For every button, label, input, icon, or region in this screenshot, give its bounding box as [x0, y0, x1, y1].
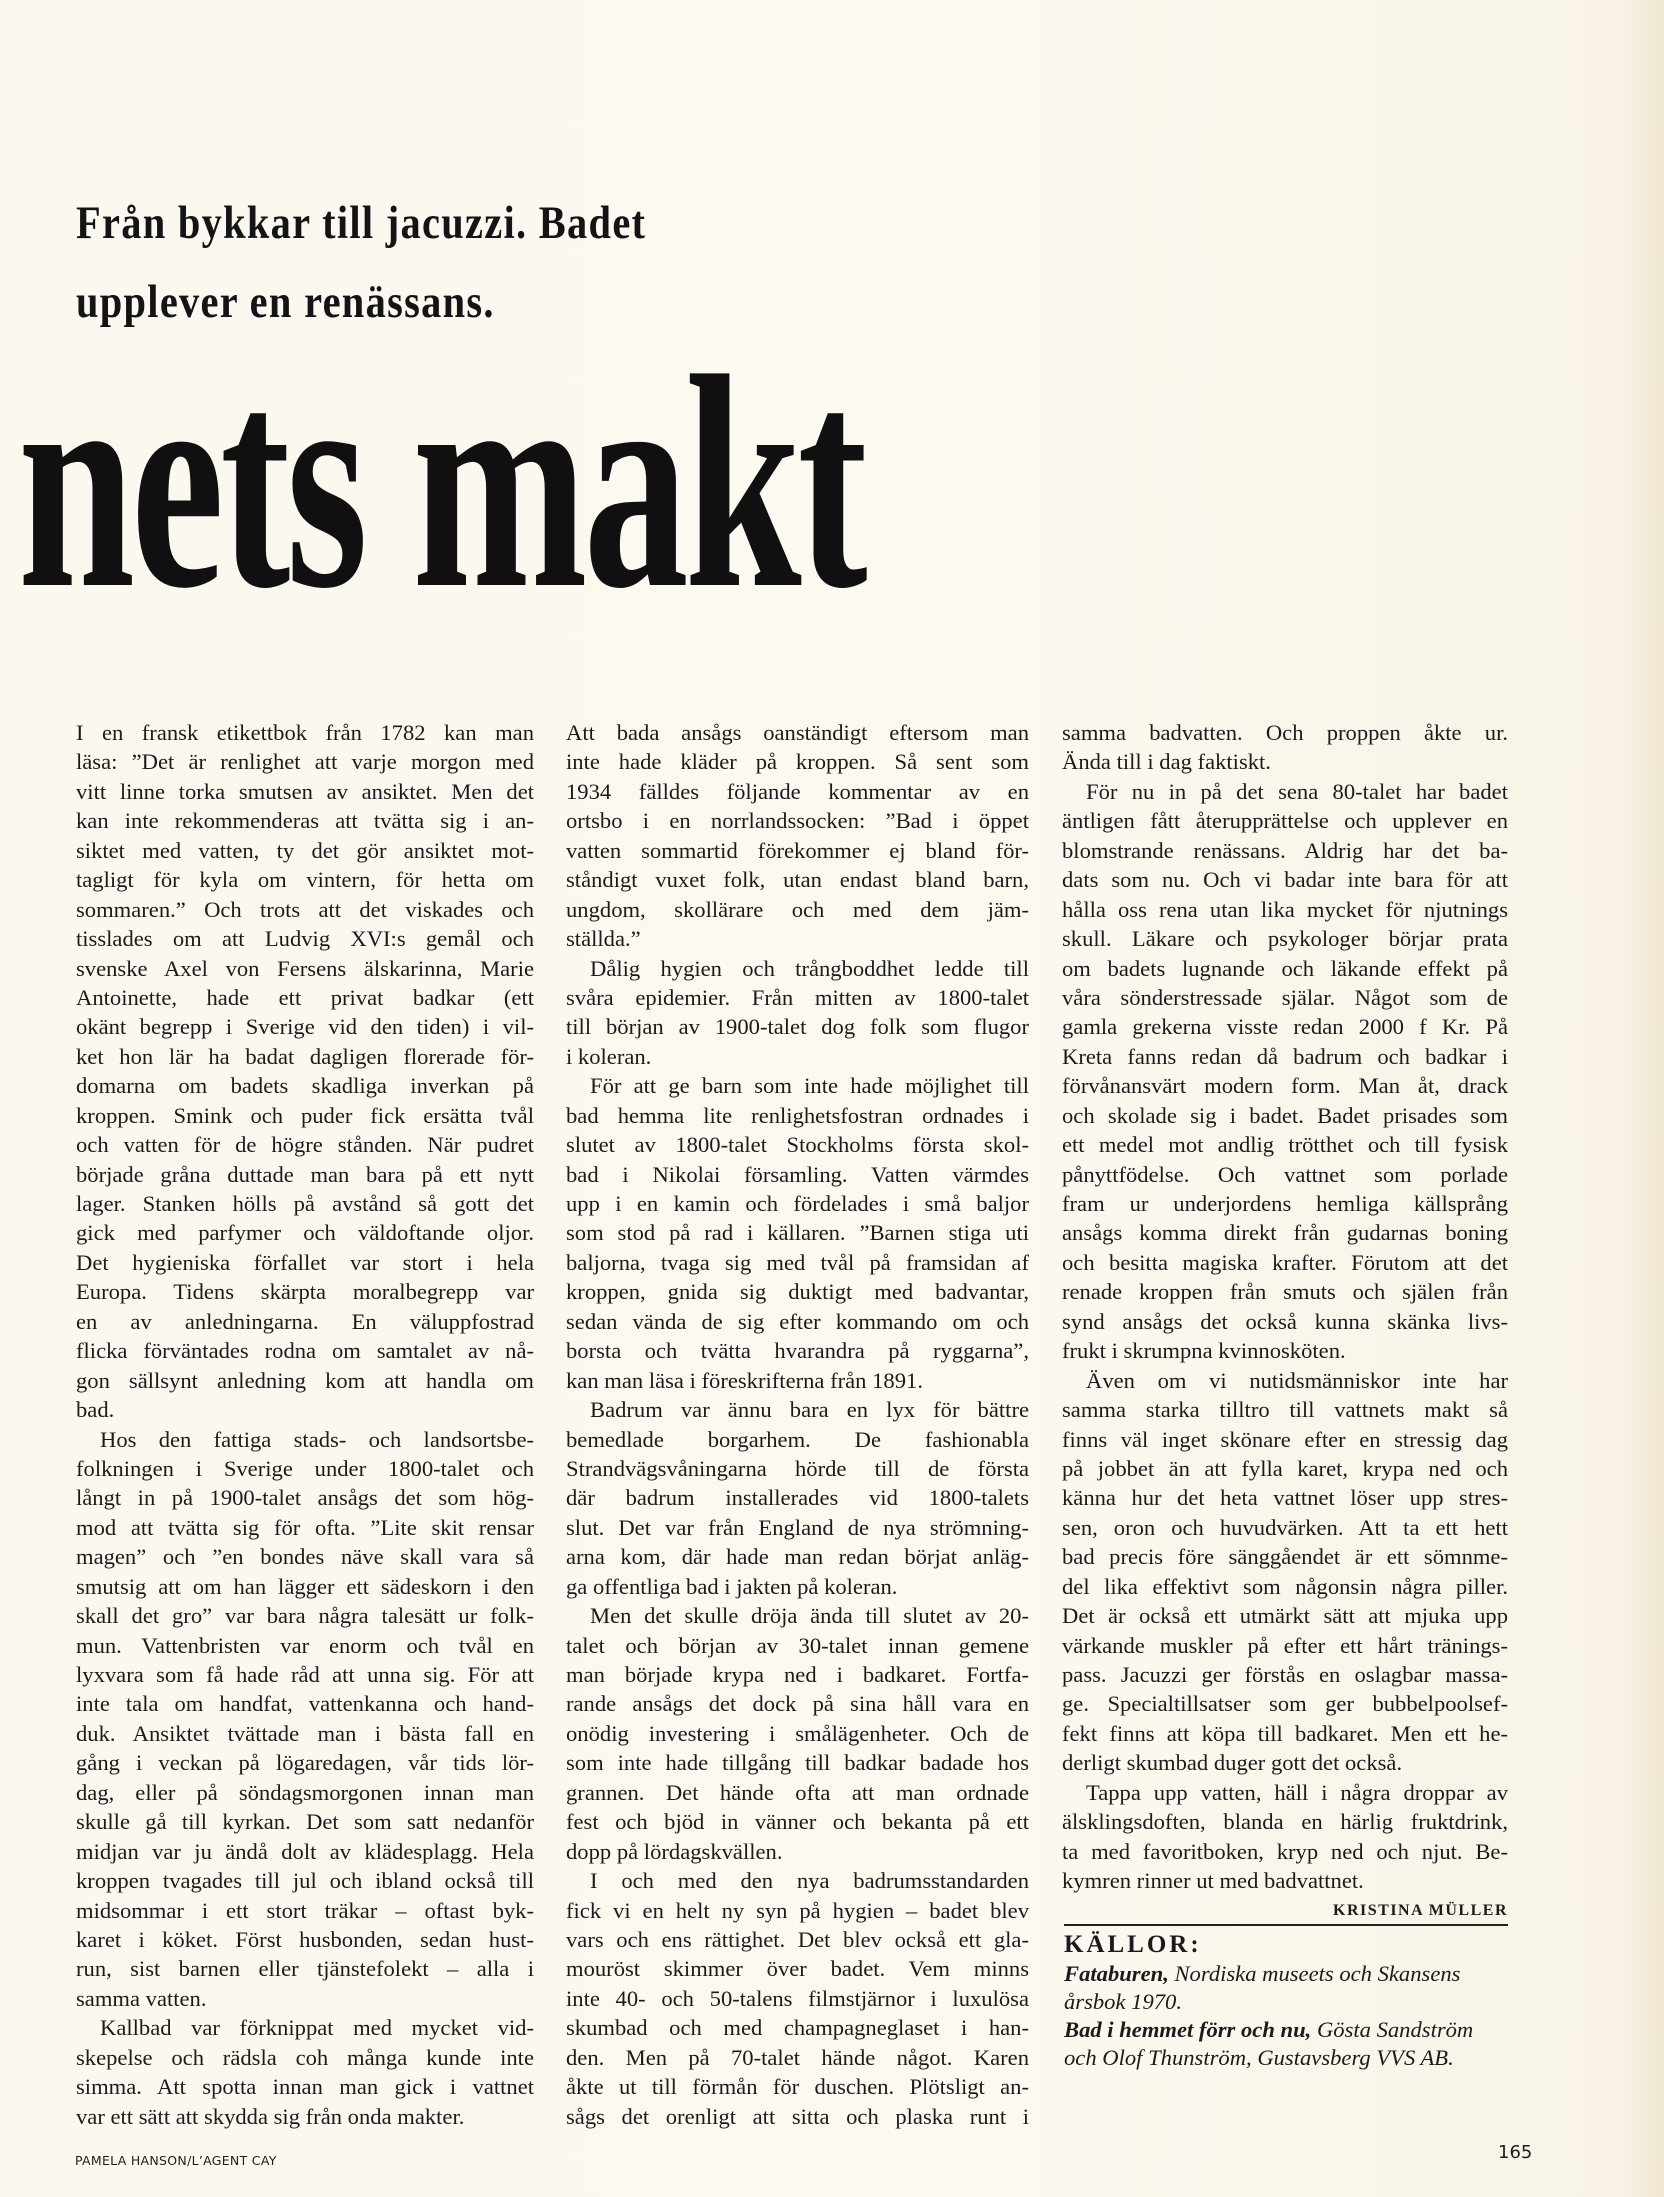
text-line: ett medel mot andlig trötthet och till fysisk: [1062, 1132, 1508, 1158]
text-line: inte tala om handfat, vattenkanna och hand-: [76, 1691, 534, 1717]
source-1-title: Fataburen,: [1064, 1961, 1169, 1986]
text-line: magen” och ”en bondes näve skall vara så: [76, 1544, 534, 1570]
text-line: Kreta fanns redan då badrum och badkar i: [1062, 1043, 1508, 1069]
text-line: kroppen tvagades till jul och ibland också till: [76, 1868, 534, 1894]
author-byline: KRISTINA MÜLLER: [1333, 1901, 1508, 1919]
text-line: talet och början av 30-talet innan gemene: [566, 1632, 1029, 1658]
text-line: gång i veckan på lögaredagen, vår tids lör-: [76, 1750, 534, 1776]
text-line: kan inte rekommenderas att tvätta sig i an-: [76, 808, 534, 834]
text-line: rande ansågs det dock på sina håll vara en: [566, 1691, 1029, 1717]
text-line: För att ge barn som inte hade möjlighet till: [590, 1073, 1029, 1099]
text-line: svåra epidemier. Från mitten av 1800-talet: [566, 984, 1029, 1010]
article-column-3: [1062, 718, 1508, 1928]
text-line: grannen. Det hände ofta att man ordnade: [566, 1779, 1029, 1805]
text-line: vitt linne torka smutsen av ansiktet. Men det: [76, 778, 534, 804]
text-line: ansågs komma direkt från gudarnas boning: [1062, 1220, 1508, 1246]
text-line: baljorna, tvaga sig med tvål på framsidan af: [566, 1249, 1029, 1275]
subtitle-line-2: upplever en renässans.: [76, 276, 495, 328]
text-line: Kallbad var förknippat med mycket vid-: [100, 2015, 534, 2041]
text-line: I och med den nya badrumsstandarden: [590, 1868, 1029, 1894]
text-line: ket hon lär ha badat dagligen florerade för-: [76, 1043, 534, 1069]
text-line: karet i köket. Först husbonden, sedan hust-: [76, 1926, 534, 1952]
text-line: skumbad och med champagneglaset i han-: [566, 2015, 1029, 2041]
text-line: tisslades om att Ludvig XVI:s gemål och: [76, 926, 534, 952]
text-line: fest och bjöd in vänner och bekanta på ett: [566, 1809, 1029, 1835]
text-line: arna kom, där hade man redan börjat anläg-: [566, 1544, 1029, 1570]
text-line: hålla oss rena utan lika mycket för njutnings: [1062, 896, 1508, 922]
text-line: älsklingsdoften, blanda en härlig fruktdrink,: [1062, 1809, 1508, 1835]
text-line: skulle gå till kyrkan. Det som satt nedanför: [76, 1809, 534, 1835]
text-line: fram ur underjordens hemliga källsprång: [1062, 1191, 1508, 1216]
text-line: lager. Stanken hölls på avstånd så gott det: [76, 1191, 534, 1216]
text-line: flicka förväntades rodna om samtalet av nå-: [76, 1338, 534, 1364]
text-line: okänt begrepp i Sverige vid den tiden) i vil-: [76, 1014, 534, 1040]
text-line: synd ansågs det också kunna skänka livs-: [1062, 1308, 1508, 1334]
sources-heading: KÄLLOR:: [1064, 1931, 1202, 1958]
text-line: sågs det orenligt att sitta och plaska runt i: [566, 2103, 1029, 2129]
text-line: skepelse och rädsla coh många kunde inte: [76, 2044, 534, 2070]
text-line: Att bada ansågs oanständigt eftersom man: [566, 720, 1029, 745]
text-line: bad i Nikolai församling. Vatten värmdes: [566, 1161, 1029, 1187]
text-line: borsta och tvätta hvarandra på ryggarna”,: [566, 1338, 1029, 1364]
text-line: började gråna duttade man bara på ett nytt: [76, 1161, 534, 1187]
text-line: onödig investering i smålägenheter. Och de: [566, 1720, 1029, 1746]
text-line: svenske Axel von Fersens älskarinna, Marie: [76, 955, 534, 981]
text-line: smutsig att om han lägger ett sädeskorn i den: [76, 1573, 534, 1599]
text-line: pånyttfödelse. Och vattnet som porlade: [1062, 1161, 1508, 1187]
text-line: Det hygieniska förfallet var stort i hela: [76, 1249, 534, 1275]
text-line: var ett sätt att skydda sig från onda makter.: [76, 2103, 465, 2129]
text-line: till början av 1900-talet dog folk som flugor: [566, 1014, 1029, 1040]
text-line: i koleran.: [566, 1043, 652, 1069]
text-line: dats som nu. Och vi badar inte bara för att: [1062, 867, 1508, 893]
text-line: slut. Det var från England de nya strömning-: [566, 1514, 1029, 1540]
photo-credit: PAMELA HANSON/L’AGENT CAY: [75, 2153, 277, 2168]
text-line: som inte hade tillgång till badkar badade hos: [566, 1750, 1029, 1776]
text-line: skull. Läkare och psykologer börjar prata: [1062, 926, 1508, 952]
text-line: där badrum installerades vid 1800-talets: [566, 1485, 1029, 1511]
text-line: en av anledningarna. En väluppfostrad: [76, 1308, 534, 1334]
text-line: värkande muskler på efter ett hårt tränings-: [1062, 1632, 1508, 1658]
text-line: lyxvara som få hade råd att unna sig. För att: [76, 1662, 534, 1687]
text-line: midsommar i ett stort träkar – oftast byk-: [76, 1897, 534, 1923]
text-line: kroppen, gnida sig duktigt med badvantar,: [566, 1279, 1029, 1305]
text-line: ga offentliga bad i jakten på koleran.: [566, 1573, 898, 1599]
text-line: Antoinette, hade ett privat badkar (ett: [76, 984, 534, 1010]
text-line: sen, oron och huvudvärken. Att ta ett hett: [1062, 1514, 1508, 1540]
text-line: äntligen fått återupprättelse och upplever en: [1062, 808, 1508, 834]
text-line: mouröst skimmer över badet. Vem minns: [566, 1956, 1029, 1982]
text-line: bad hemma lite renlighetsfostran ordnades i: [566, 1102, 1029, 1128]
text-line: 1934 fälldes följande kommentar av en: [566, 778, 1029, 804]
source-1-line-2: årsbok 1970.: [1064, 1989, 1182, 2014]
text-line: man började krypa ned i badkaret. Fortfa-: [566, 1662, 1029, 1687]
article-column-1: [76, 718, 534, 2131]
text-line: ställda.”: [566, 926, 641, 952]
text-line: ta med favoritboken, kryp ned och njut. Be-: [1062, 1838, 1508, 1864]
sources-divider: [1064, 1924, 1508, 1926]
text-line: och vatten för de högre stånden. När pudret: [76, 1132, 534, 1158]
text-line: del lika effektivt som någonsin några piller.: [1062, 1573, 1508, 1599]
text-line: våra sönderstressade själar. Något som de: [1062, 984, 1508, 1010]
text-line: Tappa upp vatten, häll i några droppar av: [1086, 1779, 1508, 1805]
text-line: bemedlade borgarhem. De fashionabla: [566, 1426, 1029, 1452]
text-line: Strandvägsvåningarna hörde till de första: [566, 1455, 1029, 1481]
text-line: kan man läsa i föreskrifterna från 1891.: [566, 1367, 923, 1393]
text-line: tagligt för kyla om vintern, för hetta om: [76, 867, 534, 893]
text-line: upp i en kamin och fördelades i små baljor: [566, 1191, 1029, 1216]
text-line: bad precis före sänggåendet är ett sömnme-: [1062, 1544, 1508, 1570]
text-line: gamla grekerna visste redan 2000 f Kr. På: [1062, 1014, 1508, 1040]
text-line: den. Men på 70-talet hände något. Karen: [566, 2044, 1029, 2070]
text-line: I en fransk etikettbok från 1782 kan man: [76, 720, 534, 745]
text-line: Dålig hygien och trångboddhet ledde till: [590, 955, 1029, 981]
text-line: pass. Jacuzzi ger förstås en oslagbar massa-: [1062, 1662, 1508, 1687]
text-line: ståndigt vuxet folk, utan endast bland barn,: [566, 867, 1029, 893]
text-line: Europa. Tidens skärpta moralbegrepp var: [76, 1279, 534, 1305]
source-1-detail: Nordiska museets och Skansens: [1168, 1961, 1461, 1986]
text-line: frukt i skrumpna kvinnosköten.: [1062, 1338, 1346, 1364]
source-1-line-1: [1064, 1960, 1510, 1988]
text-line: Även om vi nutidsmänniskor inte har: [1086, 1367, 1508, 1393]
page-number: 165: [1498, 2142, 1533, 2163]
text-line: samma starka tilltro till vattnets makt så: [1062, 1397, 1508, 1423]
text-line: inte hade kläder på kroppen. Så sent som: [566, 749, 1029, 775]
source-2-line-2: och Olof Thunström, Gustavsberg VVS AB.: [1064, 2045, 1454, 2070]
source-2-detail: Gösta Sandström: [1311, 2017, 1474, 2042]
text-line: känna hur det heta vattnet löser upp stres-: [1062, 1485, 1508, 1511]
text-line: slutet av 1800-talet Stockholms första skol-: [566, 1132, 1029, 1158]
text-line: sommaren.” Och trots att det viskades och: [76, 896, 534, 922]
text-line: dopp på lördagskvällen.: [566, 1838, 783, 1864]
text-line: Det är också ett utmärkt sätt att mjuka upp: [1062, 1603, 1508, 1629]
text-line: kroppen. Smink och puder fick ersätta tvål: [76, 1102, 534, 1128]
text-line: gick med parfymer och väldoftande oljor.: [76, 1220, 534, 1246]
text-line: ge. Specialtillsatser som ger bubbelpoolsef-: [1062, 1691, 1508, 1717]
text-line: folkningen i Sverige under 1800-talet och: [76, 1455, 534, 1481]
text-line: dag, eller på söndagsmorgonen innan man: [76, 1779, 534, 1805]
text-line: och skolade sig i badet. Badet prisades som: [1062, 1102, 1508, 1128]
source-2-line-1: [1064, 2016, 1510, 2044]
text-line: samma vatten.: [76, 1985, 207, 2011]
text-line: ortsbo i en norrlandssocken: ”Bad i öppet: [566, 808, 1029, 834]
text-line: blomstrande renässans. Aldrig har det ba-: [1062, 837, 1508, 863]
text-line: ungdom, skollärare och med dem jäm-: [566, 896, 1029, 922]
article-column-2: [566, 718, 1029, 2131]
text-line: För nu in på det sena 80-talet har badet: [1086, 778, 1508, 804]
text-line: duk. Ansiktet tvättade man i bästa fall en: [76, 1720, 534, 1746]
text-line: fekt finns att köpa till badkaret. Men ett he-: [1062, 1720, 1508, 1746]
text-line: finns väl inget skönare efter en stressig dag: [1062, 1426, 1508, 1452]
text-line: Ända till i dag faktiskt.: [1062, 749, 1271, 775]
text-line: som stod på rad i källaren. ”Barnen stiga uti: [566, 1220, 1029, 1246]
text-line: mun. Vattenbristen var enorm och tvål en: [76, 1632, 534, 1658]
text-line: domarna om badets skadliga inverkan på: [76, 1073, 534, 1099]
text-line: läsa: ”Det är renlighet att varje morgon med: [76, 749, 534, 775]
text-line: derligt skumbad duger gott det också.: [1062, 1750, 1403, 1776]
text-line: och besitta magiska krafter. Förutom att det: [1062, 1249, 1508, 1275]
text-line: vars och ens rättighet. Det blev också ett gla-: [566, 1926, 1029, 1952]
text-line: skall det gro” var bara några talesätt ur folk-: [76, 1603, 534, 1629]
headline: nets makt: [18, 313, 864, 651]
text-line: run, sist barnen eller tjänstefolekt – alla i: [76, 1956, 534, 1982]
text-line: förvånansvärt modern form. Man åt, drack: [1062, 1073, 1508, 1099]
text-line: Men det skulle dröja ända till slutet av 20-: [590, 1603, 1029, 1629]
source-2-title: Bad i hemmet förr och nu,: [1064, 2017, 1312, 2042]
text-line: siktet med vatten, ty det gör ansiktet mot-: [76, 837, 534, 863]
text-line: långt in på 1900-talet ansågs det som hög-: [76, 1485, 534, 1511]
text-line: om badets lugnande och läkande effekt på: [1062, 955, 1508, 981]
text-line: Badrum var ännu bara en lyx för bättre: [590, 1397, 1029, 1423]
sources-box: [1064, 1930, 1510, 2072]
text-line: åkte ut till förmån för duschen. Plötsligt an-: [566, 2074, 1029, 2100]
text-line: bad.: [76, 1397, 115, 1423]
text-line: på jobbet än att fylla karet, krypa ned och: [1062, 1455, 1508, 1481]
text-line: mod att tvätta sig för ofta. ”Lite skit rensar: [76, 1514, 534, 1540]
text-line: midjan var ju ändå dolt av klädesplagg. Hela: [76, 1838, 534, 1864]
text-line: simma. Att spotta innan man gick i vattnet: [76, 2074, 534, 2100]
text-line: Hos den fattiga stads- och landsortsbe-: [100, 1426, 534, 1452]
text-line: vatten sommartid förekommer ej bland för-: [566, 837, 1029, 863]
text-line: sedan vända de sig efter kommando om och: [566, 1308, 1029, 1334]
text-line: samma badvatten. Och proppen åkte ur.: [1062, 720, 1508, 745]
subtitle-line-1: Från bykkar till jacuzzi. Badet: [76, 197, 647, 249]
text-line: kymren rinner ut med badvattnet.: [1062, 1868, 1364, 1894]
text-line: inte 40- och 50-talens filmstjärnor i luxulösa: [566, 1985, 1029, 2011]
text-line: fick vi en helt ny syn på hygien – badet blev: [566, 1897, 1029, 1923]
text-line: renade kroppen från smuts och själen från: [1062, 1279, 1508, 1305]
text-line: gon sällsynt anledning kom att handla om: [76, 1367, 534, 1393]
